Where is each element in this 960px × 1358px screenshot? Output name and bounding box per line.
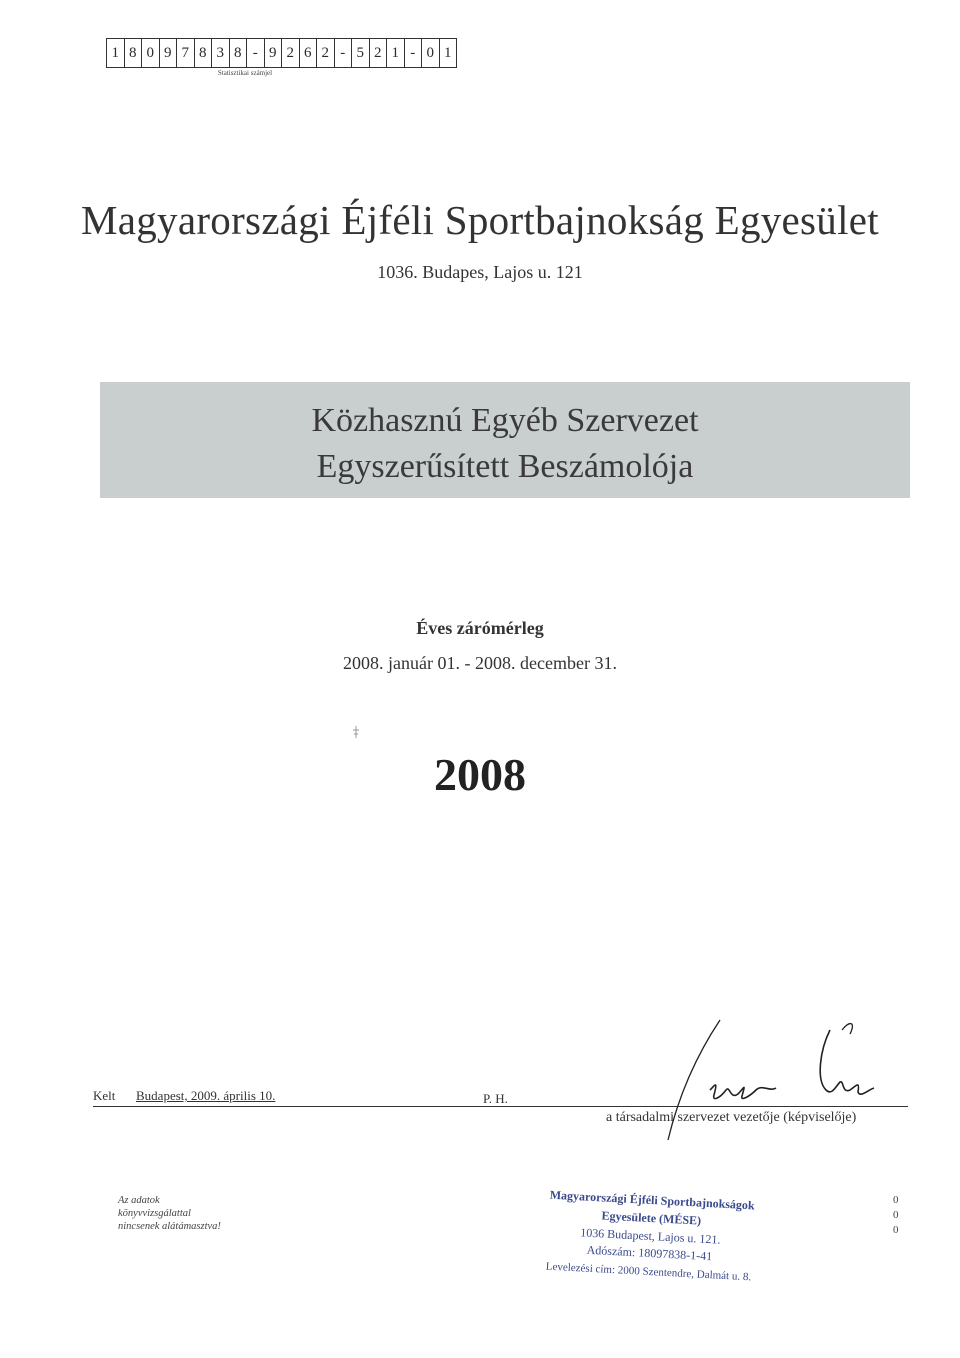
seal-place-label: P. H. — [483, 1091, 508, 1106]
stat-number-cell: 9 — [265, 38, 283, 68]
date-label: Kelt — [93, 1088, 116, 1103]
stat-number-cell: 8 — [195, 38, 213, 68]
handwritten-signature — [660, 1010, 900, 1140]
stat-number-cell: - — [335, 38, 353, 68]
zero-value: 0 — [893, 1194, 899, 1206]
report-year: 2008 — [434, 749, 526, 800]
date-value: Budapest, 2009. április 10. — [136, 1088, 276, 1103]
banner-title-line-1: Közhasznú Egyéb Szervezet — [311, 402, 699, 439]
stat-number-cell: 0 — [422, 38, 440, 68]
stat-number-cell: 1 — [440, 38, 458, 68]
statistical-number-caption: Statisztikai számjel — [217, 69, 273, 77]
stamp-line-5: Levelezési cím: 2000 Szentendre, Dalmát u. 8. — [545, 1260, 752, 1284]
zero-value: 0 — [893, 1209, 899, 1221]
stat-number-cell: 8 — [125, 38, 143, 68]
footnote-line-3: nincsenek alátámasztva! — [118, 1221, 221, 1232]
organization-name: Magyarországi Éjféli Sportbajnokság Egyesület — [81, 197, 879, 243]
stat-number-cell: 1 — [387, 38, 405, 68]
stat-number-cell: 3 — [212, 38, 230, 68]
footnote-line-2: könyvvizsgálattal — [118, 1208, 191, 1219]
stamp-line-2: Egyesülete (MÉSE) — [601, 1208, 702, 1228]
statistical-number-boxes — [106, 38, 457, 68]
stat-number-cell: - — [405, 38, 423, 68]
stat-number-cell: 8 — [230, 38, 248, 68]
stat-number-cell: 9 — [160, 38, 178, 68]
stat-number-cell: 2 — [370, 38, 388, 68]
title-banner — [100, 382, 910, 498]
stat-number-cell: 0 — [142, 38, 160, 68]
stat-number-cell: - — [247, 38, 265, 68]
organization-stamp — [530, 1188, 770, 1298]
stamp-line-4: Adószám: 18097838-1-41 — [586, 1242, 713, 1264]
signer-caption: a társadalmi szervezet vezetője (képviselője) — [606, 1110, 857, 1125]
zeros-column — [893, 1193, 899, 1238]
stamp-line-1: Magyarországi Éjféli Sportbajnokságok — [549, 1188, 756, 1213]
report-type: Éves zárómérleg — [416, 618, 544, 638]
stat-number-cell: 1 — [106, 38, 125, 68]
audit-footnote — [118, 1194, 221, 1233]
stat-number-cell: 2 — [282, 38, 300, 68]
banner-title-line-2: Egyszerűsített Beszámolója — [316, 448, 694, 485]
stat-number-cell: 7 — [177, 38, 195, 68]
stat-number-cell: 6 — [300, 38, 318, 68]
stray-mark — [352, 725, 360, 739]
organization-address: 1036. Budapes, Lajos u. 121 — [377, 262, 583, 282]
footnote-line-1: Az adatok — [118, 1195, 160, 1206]
stat-number-cell: 2 — [317, 38, 335, 68]
zero-value: 0 — [893, 1224, 899, 1236]
stamp-line-3: 1036 Budapest, Lajos u. 121. — [579, 1225, 721, 1247]
stat-number-cell: 5 — [352, 38, 370, 68]
report-period: 2008. január 01. - 2008. december 31. — [343, 653, 617, 673]
